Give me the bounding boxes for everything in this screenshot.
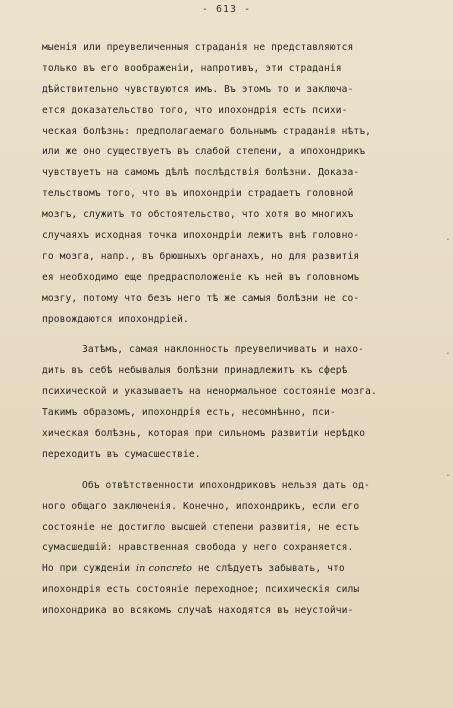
text-fragment: не слѣдуетъ забывать, что <box>192 563 345 575</box>
margin-mark: . <box>444 232 451 243</box>
text-line: дить въ себѣ небывалыя болѣзни принадлежитъ къ сферѣ <box>42 365 348 377</box>
text-line: только въ его воображеніи, напротивъ, эти страданія <box>42 62 342 74</box>
text-fragment: Но при сужденіи <box>42 563 137 575</box>
handwritten-phrase: in concreto <box>136 563 193 575</box>
text-line: хическая болѣзнь, которая при сильномъ развитіи нерѣдко <box>42 428 366 440</box>
margin-mark: . <box>444 468 451 479</box>
text-line: мозгу, потому что безъ него тѣ же самыя болѣзни не со- <box>42 292 360 304</box>
text-line: сумасшедшій: нравственная свобода у него сохраняется. <box>42 542 354 554</box>
text-line: психической и указываетъ на ненормальное состояніе мозга. <box>42 386 377 398</box>
page-number: - 613 - <box>201 4 252 15</box>
body-text <box>42 38 434 622</box>
text-line: ея необходимо еще предрасположеніе къ ней въ головномъ <box>42 271 360 283</box>
text-line: ипохондрика во всякомъ случаѣ находятся въ неустойчи- <box>42 605 354 617</box>
text-line: случаяхъ исходная точка ипохондріи лежитъ внѣ головно- <box>42 230 360 242</box>
text-line: тельствомъ того, что въ ипохондріи страдаетъ головной <box>42 188 354 200</box>
margin-mark: . <box>444 346 451 357</box>
text-line: или же оно существуетъ въ слабой степени, а ипохондрикъ <box>42 146 366 158</box>
paragraph-start-line: Объ отвѣтственности ипохондриковъ нельзя дать од- <box>82 479 370 491</box>
text-line: состояніе не достигло высшей степени развитія, не есть <box>42 521 360 533</box>
text-line: ного общаго заключенія. Конечно, ипохондрикъ, если его <box>42 500 360 512</box>
paragraph-start-line: Затѣмъ, самая наклонность преувеличивать и нахо- <box>82 344 365 356</box>
text-line: дѣйствительно чувствуются имъ. Въ этомъ то и заключа- <box>42 83 354 95</box>
text-line: ипохондрія есть состояніе переходное; психическія силы <box>42 584 360 596</box>
text-line: Такимъ образомъ, ипохондрія есть, несомнѣнно, пси- <box>42 407 336 419</box>
text-line: переходитъ въ сумасшествіе. <box>42 448 201 460</box>
text-line-with-handwriting <box>42 559 434 580</box>
text-line: провождаются ипохондріей. <box>42 313 189 325</box>
text-line: ется доказательство того, что ипохондрія есть психи- <box>42 104 348 116</box>
text-line: го мозга, напр., въ брюшныхъ органахъ, но для развитія <box>42 250 360 262</box>
text-line: мыенія или преувеличенныя страданія не представляются <box>42 42 354 53</box>
text-line: ческая болѣзнь: предполагаемаго больнымъ страданія нѣтъ, <box>42 125 372 137</box>
text-line: мозгъ, служитъ то обстоятельство, что хотя во многихъ <box>42 209 354 221</box>
text-line: чувствуетъ на самомъ дѣлѣ послѣдствія болѣзни. Доказа- <box>42 167 360 179</box>
